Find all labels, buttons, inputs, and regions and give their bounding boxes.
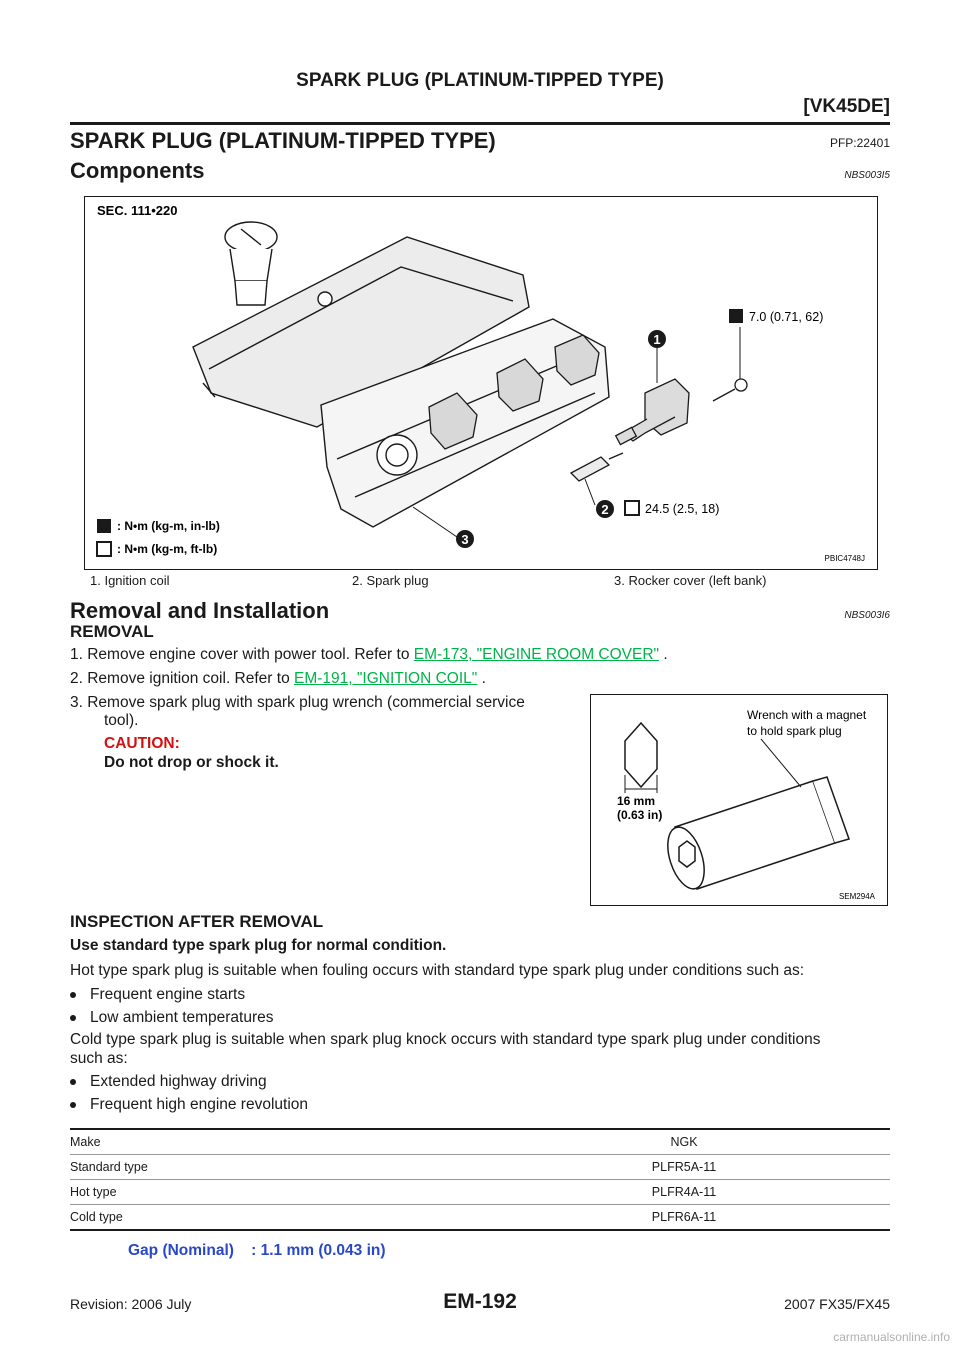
callout-3 <box>456 530 474 548</box>
header-divider <box>70 122 890 125</box>
table-cell-value: NGK <box>478 1129 890 1155</box>
torque-icon-ftlb <box>625 501 639 515</box>
wrench-illustration <box>591 695 887 905</box>
svg-text:1: 1 <box>653 332 661 347</box>
inspection-cold-text-cont: such as: <box>70 1050 128 1067</box>
hot-bullet-2: Low ambient temperatures <box>70 1009 274 1027</box>
spark-plug-drawing <box>571 453 623 481</box>
cold-bullet-2: Frequent high engine revolution <box>70 1096 308 1114</box>
table-cell-label: Hot type <box>70 1180 478 1205</box>
wrench-line-1: Wrench with a magnet <box>747 708 867 722</box>
step-3: 3. Remove spark plug with spark plug wrench (commercial service <box>70 694 525 711</box>
hex-socket-end <box>625 723 657 787</box>
gap-spec: Gap (Nominal) : 1.1 mm (0.043 in) <box>128 1242 386 1259</box>
step-1: 1. Remove engine cover with power tool. Refer to EM-173, "ENGINE ROOM COVER" . <box>70 646 668 663</box>
removal-subheading: REMOVAL <box>70 622 154 641</box>
sec-label: SEC. 111•220 <box>97 203 178 218</box>
figure-id-1: PBIC4748J <box>824 554 865 563</box>
caption-3: 3. Rocker cover (left bank) <box>614 573 767 588</box>
cold-bullet-1: Extended highway driving <box>70 1073 267 1091</box>
footer-revision: Revision: 2006 July <box>70 1296 192 1312</box>
components-code: NBS003I5 <box>844 170 890 181</box>
size-line-2: (0.63 in) <box>617 808 663 822</box>
inspection-hot-text: Hot type spark plug is suitable when fouling occurs with standard type spark plug under conditions such as: <box>70 962 805 979</box>
figure-id-2: SEM294A <box>838 892 875 901</box>
page-header-model: [VK45DE] <box>803 96 890 117</box>
legend-icon-inlb <box>97 519 111 533</box>
callout-1 <box>648 330 666 348</box>
bullet-icon <box>70 1102 76 1108</box>
step-3-cont: tool). <box>104 712 139 729</box>
table-cell-label: Cold type <box>70 1205 478 1231</box>
torque-value-2: 24.5 (2.5, 18) <box>645 502 720 516</box>
bullet-icon <box>70 1079 76 1085</box>
table-row <box>70 1155 890 1180</box>
components-illustration <box>85 197 877 569</box>
removal-code: NBS003I6 <box>844 610 890 621</box>
components-heading: Components <box>70 158 205 183</box>
caption-2: 2. Spark plug <box>352 573 429 588</box>
caption-1: 1. Ignition coil <box>90 573 170 588</box>
table-row <box>70 1180 890 1205</box>
caution-label: CAUTION: <box>104 735 180 752</box>
hot-bullet-1: Frequent engine starts <box>70 986 245 1004</box>
legend-ftlb: : N•m (kg-m, ft-lb) <box>117 542 218 556</box>
svg-text:3: 3 <box>461 532 469 547</box>
bullet-icon <box>70 1015 76 1021</box>
page-number: EM-192 <box>443 1290 517 1313</box>
legend-icon-ftlb <box>97 542 111 556</box>
page-header-title: SPARK PLUG (PLATINUM-TIPPED TYPE) <box>296 70 664 91</box>
components-figure <box>84 196 878 570</box>
link-engine-room-cover[interactable]: EM-173, "ENGINE ROOM COVER" <box>413 646 660 663</box>
table-cell-label: Make <box>70 1129 478 1155</box>
table-cell-label: Standard type <box>70 1155 478 1180</box>
svg-text:2: 2 <box>601 502 609 517</box>
removal-heading: Removal and Installation <box>70 598 330 623</box>
section-title: SPARK PLUG (PLATINUM-TIPPED TYPE) <box>70 128 496 153</box>
table-row <box>70 1129 890 1155</box>
inspection-cold-text: Cold type spark plug is suitable when spark plug knock occurs with standard type spark plug under conditions <box>70 1031 821 1048</box>
inspection-standard: Use standard type spark plug for normal condition. <box>70 937 447 954</box>
link-ignition-coil[interactable]: EM-191, "IGNITION COIL" <box>294 670 478 687</box>
watermark: carmanualsonline.info <box>833 1330 950 1344</box>
ignition-coil <box>616 379 689 445</box>
table-cell-value: PLFR4A-11 <box>478 1180 890 1205</box>
bullet-icon <box>70 992 76 998</box>
oil-filler-cap <box>225 222 277 305</box>
table-cell-value: PLFR5A-11 <box>478 1155 890 1180</box>
wrench-figure <box>590 694 888 906</box>
wrench-line-2: to hold spark plug <box>747 724 842 738</box>
step-2: 2. Remove ignition coil. Refer to EM-191, "IGNITION COIL" . <box>70 670 486 687</box>
torque-value-1: 7.0 (0.71, 62) <box>749 310 824 324</box>
table-row <box>70 1205 890 1231</box>
size-line-1: 16 mm <box>617 794 656 808</box>
wrench-body <box>661 777 849 893</box>
pfp-code: PFP:22401 <box>829 136 890 150</box>
callout-2 <box>596 500 614 518</box>
table-cell-value: PLFR6A-11 <box>478 1205 890 1231</box>
torque-icon-inlb <box>729 309 743 323</box>
footer-model: 2007 FX35/FX45 <box>784 1296 890 1312</box>
coil-bolt <box>713 379 747 401</box>
caution-text: Do not drop or shock it. <box>104 754 279 771</box>
legend-inlb: : N•m (kg-m, in-lb) <box>117 519 220 533</box>
spark-plug-spec-table <box>70 1128 890 1231</box>
inspection-heading: INSPECTION AFTER REMOVAL <box>70 912 324 931</box>
